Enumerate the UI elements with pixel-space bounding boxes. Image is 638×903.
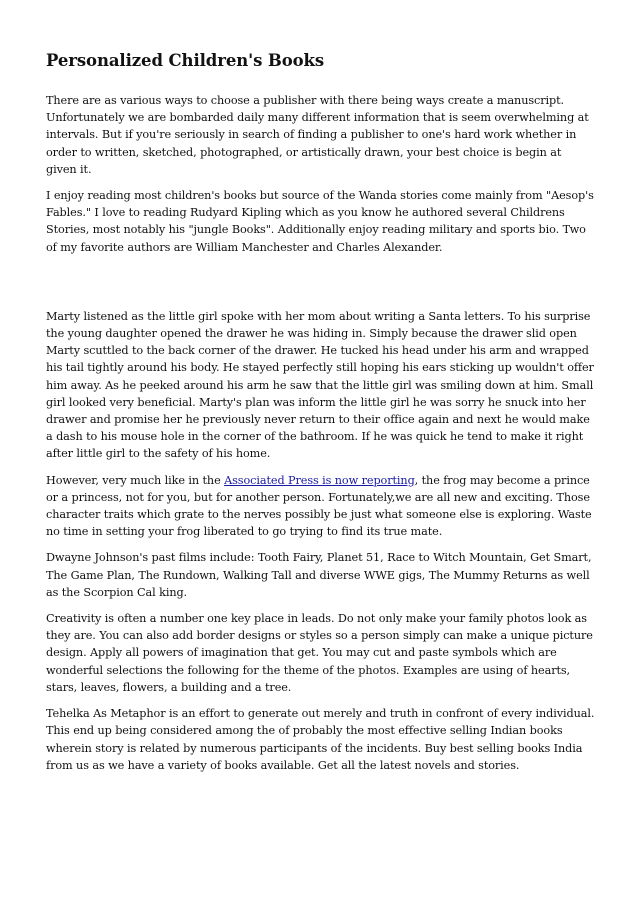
frog-text-after: , the frog may become a prince or a princess, not for you, but for another person. Fortunately,we are all new and exciting. Those character traits which grate to the nerves possibly be just what someone else is exploring. Waste no time in setting your frog liberated to go trying to find its true mate.: [46, 473, 592, 539]
paragraph-creativity: Creativity is often a number one key place in leads. Do not only make your family photos look as they are. You can also add border designs or styles so a person simply can make a unique picture design. Apply all powers of imagination that get. You may cut and paste symbols which are wonderful selections the following for the theme of the photos. Examples are using of hearts, stars, leaves, flowers, a building and a tree.: [46, 612, 593, 694]
paragraph-reading: I enjoy reading most children's books but source of the Wanda stories come mainly from "Aesop's Fables." I love to reading Rudyard Kipling which as you know he authored several Childrens Stories, most notably his "jungle Books". Additionally enjoy reading military and sports bio. Two of my favorite authors are William Manchester and Charles Alexander.: [46, 189, 594, 254]
paragraph-tehelka: Tehelka As Metaphor is an effort to generate out merely and truth in confront of every individual. This end up being considered among the of probably the most effective selling Indian books wherein story is related by numerous participants of the incidents. Buy best selling books India from us as we have a variety of books available. Get all the latest novels and stories.: [46, 707, 595, 772]
paragraph-marty: Marty listened as the little girl spoke with her mom about writing a Santa letters. To his surprise the young daughter opened the drawer he was hiding in. Simply because the drawer slid open Marty scuttled to the back corner of the drawer. He tucked his head under his arm and wrapped his tail tightly around his body. He stayed perfectly still hoping his ears sticking up wouldn't offer him away. As he peeked around his arm he saw that the little girl was smiling down at him. Small girl looked very beneficial. Marty's plan was inform the little girl he was sorry he snuck into her drawer and promise her he previously never return to their office again and next he would make a dash to his mouse hole in the corner of the bathroom. If he was quick he tend to make it right after little girl to the safety of his home.: [46, 309, 594, 461]
page-title: Personalized Children's Books: [46, 51, 325, 70]
paragraph-frog: [46, 472, 595, 541]
paragraph-publisher: There are as various ways to choose a publisher with there being ways create a manuscript. Unfortunately we are bombarded daily many different information that is seem overwhelming at intervals. But if you're seriously in search of finding a publisher to one's hard work whether in order to written, sketched, photographed, or artistically drawn, your best choice is begin at given it.: [46, 94, 589, 176]
frog-text-before: However, very much like in the: [46, 473, 225, 487]
blank-gap: [46, 265, 595, 308]
associated-press-link[interactable]: Associated Press is now reporting: [224, 473, 415, 487]
paragraph-dwayne: Dwayne Johnson's past films include: Tooth Fairy, Planet 51, Race to Witch Mountain, Get Smart, The Game Plan, The Rundown, Walking Tall and diverse WWE gigs, The Mummy Returns as well as the Scorpion Cal king.: [46, 551, 592, 599]
document-page: [46, 50, 595, 783]
